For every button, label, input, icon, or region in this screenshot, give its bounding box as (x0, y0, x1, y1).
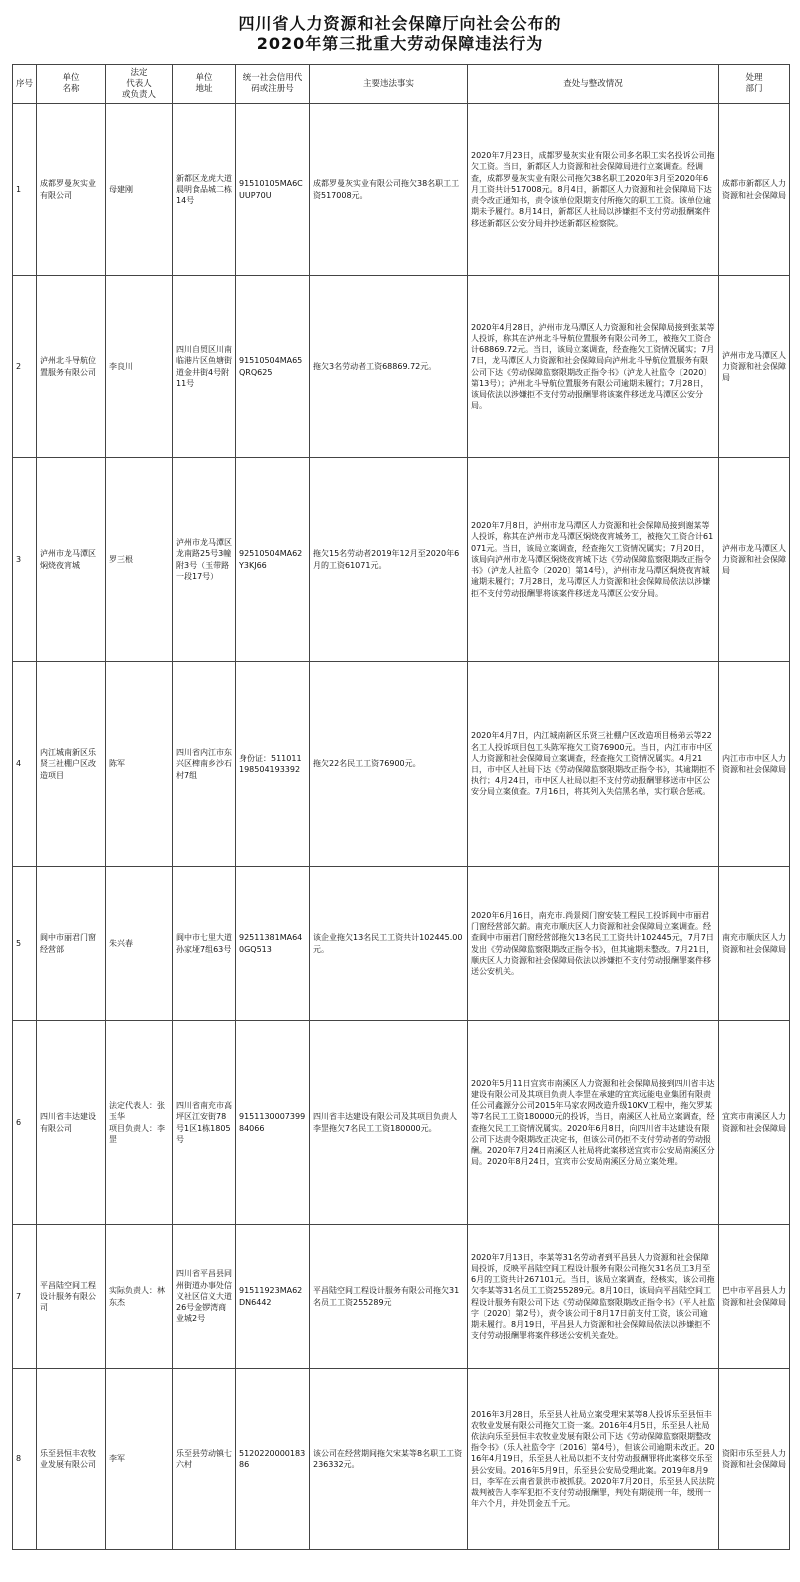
cell-unit: 阆中市丽君门窗经营部 (37, 867, 106, 1021)
cell-unit: 四川省丰达建设有限公司 (37, 1021, 106, 1225)
cell-code: 92510504MA62Y3KJ66 (236, 458, 310, 662)
header-row (13, 65, 790, 104)
header-rep: 法定 代表人 或负责人 (106, 65, 173, 104)
table-row (13, 1021, 790, 1225)
cell-addr: 泸州市龙马潭区龙南路25号3幢附3号（玉带路一段17号） (173, 458, 236, 662)
cell-code: 身份证：511011198504193392 (236, 662, 310, 867)
cell-unit: 成都罗曼灰实业有限公司 (37, 104, 106, 276)
table-row (13, 867, 790, 1021)
cell-rep: 朱兴春 (106, 867, 173, 1021)
cell-dept: 成都市新都区人力资源和社会保障局 (719, 104, 790, 276)
violations-table (12, 64, 790, 1550)
cell-code: 91510105MA6CUUP70U (236, 104, 310, 276)
cell-fact: 该公司在经营期间拖欠宋某等8名职工工资236332元。 (310, 1369, 468, 1550)
table-row (13, 104, 790, 276)
cell-case: 2020年7月8日，泸州市龙马潭区人力资源和社会保障局接到谢某等人投诉，称其在泸州市龙马潭区焖烧夜宵城务工，被拖欠工资合计61071元。当日，该局立案调查，经查拖欠工资情况属实；7月20日，该局向泸州市龙马潭区焖烧夜宵城下达《劳动保障监察限期改正指令书》（泸龙人社监令〔2020〕第14号），泸州市龙马潭区焖烧夜宵城逾期未履行；7月28日，龙马潭区人力资源和社会保障局依法以涉嫌拒不支付劳动报酬罪将该案件移送龙马潭区公安分局。 (468, 458, 719, 662)
cell-case: 2020年5月11日宜宾市南溪区人力资源和社会保障局接到四川省丰达建设有限公司及其项目负责人李罡在承建的宜宾远能电业集团有限责任公司鑫源分公司2015年马家农网改造升级10KV工程中，拖欠罗某等7名民工工资180000元的投诉，当日，南溪区人社局立案调查，经查拖欠民工工资情况属实。2020年6月8日，向四川省丰达建设有限公司下达责令限期改正决定书，但该公司仍拒不支付劳动者的劳动报酬。2020年7月24日南溪区人社局将此案移送宜宾市公安局南溪区分局。2020年8月24日，宜宾市公安局南溪区分局立案处理。 (468, 1021, 719, 1225)
cell-dept: 宜宾市南溪区人力资源和社会保障局 (719, 1021, 790, 1225)
cell-fact: 四川省丰达建设有限公司及其项目负责人李罡拖欠7名民工工资180000元。 (310, 1021, 468, 1225)
cell-fact: 平昌陆空间工程设计服务有限公司拖欠31名员工工资255289元 (310, 1225, 468, 1369)
header-addr: 单位 地址 (173, 65, 236, 104)
cell-code: 92511381MA640GQ513 (236, 867, 310, 1021)
header-code: 统一社会信用代 码或注册号 (236, 65, 310, 104)
cell-code: 915113000739984066 (236, 1021, 310, 1225)
cell-no: 5 (13, 867, 37, 1021)
cell-no: 1 (13, 104, 37, 276)
cell-rep: 实际负责人：林东杰 (106, 1225, 173, 1369)
title-line-2: 2020年第三批重大劳动保障违法行为 (256, 34, 544, 53)
cell-unit: 泸州北斗导航位置服务有限公司 (37, 276, 106, 458)
cell-no: 6 (13, 1021, 37, 1225)
cell-rep: 母建刚 (106, 104, 173, 276)
cell-case: 2020年4月7日，内江城南新区乐贤三社棚户区改造项目杨弟云等22名工人投诉项目包工头陈军拖欠工资76900元。当日，内江市市中区人力资源和社会保障局立案调查，经查拖欠工资情况属实。4月21日，市中区人社局下达《劳动保障监察限期改正指令书》，其逾期拒不执行；4月24日，市中区人社局以拒不支付劳动报酬罪移送市中区公安分局立案侦查。7月16日，将其列入失信黑名单，实行联合惩戒。 (468, 662, 719, 867)
header-no: 序号 (13, 65, 37, 104)
cell-fact: 成都罗曼灰实业有限公司拖欠38名职工工资517008元。 (310, 104, 468, 276)
cell-unit: 内江城南新区乐贤三社棚户区改造项目 (37, 662, 106, 867)
cell-fact: 拖欠15名劳动者2019年12月至2020年6月的工资61071元。 (310, 458, 468, 662)
cell-addr: 阆中市七里大道孙家垭7组63号 (173, 867, 236, 1021)
cell-rep: 法定代表人：张玉华 项目负责人：李罡 (106, 1021, 173, 1225)
table-row (13, 1369, 790, 1550)
cell-addr: 四川省南充市高坪区江安街78号1区1栋1805号 (173, 1021, 236, 1225)
cell-addr: 新都区龙虎大道晨明食品城二栋14号 (173, 104, 236, 276)
cell-fact: 拖欠22名民工工资76900元。 (310, 662, 468, 867)
cell-code: 91510504MA65QRQ625 (236, 276, 310, 458)
cell-addr: 四川自贸区川南临港片区鱼塘街道金井街4号附11号 (173, 276, 236, 458)
cell-rep: 李良川 (106, 276, 173, 458)
table-row (13, 276, 790, 458)
cell-unit: 平昌陆空间工程设计服务有限公司 (37, 1225, 106, 1369)
cell-case: 2020年7月23日，成都罗曼灰实业有限公司多名职工实名投诉公司拖欠工资。当日，新都区人力资源和社会保障局进行立案调查。经调查，成都罗曼灰实业有限公司拖欠38名职工2020年3月至2020年6月工资共计517008元。8月4日，新都区人力资源和社会保障局下达责令改正通知书，责令该单位限期支付所拖欠的职工工资。该单位逾期未予履行。8月14日，新都区人社局以涉嫌拒不支付劳动报酬案件移送新都区公安分局并抄送新都区检察院。 (468, 104, 719, 276)
cell-case: 2020年7月13日，李某等31名劳动者到平昌县人力资源和社会保障局投诉，反映平昌陆空间工程设计服务有限公司拖欠31名员工3月至6月的工资共计267101元。当日，该局立案调查，经核实，该公司拖欠李某等31名员工工资255289元。8月10日，该局向平昌陆空间工程设计服务有限公司下达《劳动保障监察限期改正指令书》（平人社监字〔2020〕第2号），责令该公司于8月17日前支付工资，该公司逾期未履行。8月19日，平昌县人力资源和社会保障局依法以涉嫌拒不支付劳动报酬罪将案件移送公安机关查处。 (468, 1225, 719, 1369)
title-line-1: 四川省人力资源和社会保障厅向社会公布的 (238, 14, 562, 33)
document-title (0, 14, 800, 54)
cell-dept: 巴中市平昌县人力资源和社会保障局 (719, 1225, 790, 1369)
cell-addr: 乐至县劳动镇七六村 (173, 1369, 236, 1550)
cell-dept: 南充市顺庆区人力资源和社会保障局 (719, 867, 790, 1021)
cell-no: 2 (13, 276, 37, 458)
cell-case: 2020年6月16日，南充市.尚景阅门窗安装工程民工投诉阆中市丽君门窗经营部欠薪。南充市顺庆区人力资源和社会保障局立案调查。经查阆中市丽君门窗经营部拖欠13名民工工资共计102445元，7月7日发出《劳动保障监察限期改正指令书》，但其逾期未整改。7月21日，顺庆区人力资源和社会保障局依法以涉嫌拒不支付劳动报酬罪案件移送公安机关。 (468, 867, 719, 1021)
cell-dept: 内江市市中区人力资源和社会保障局 (719, 662, 790, 867)
cell-addr: 四川省平昌县同州街道办事处信义社区信义大道26号金锣湾商业城2号 (173, 1225, 236, 1369)
cell-no: 3 (13, 458, 37, 662)
header-unit: 单位 名称 (37, 65, 106, 104)
cell-code: 91511923MA62DN6442 (236, 1225, 310, 1369)
cell-rep: 罗三根 (106, 458, 173, 662)
cell-fact: 该企业拖欠13名民工工资共计102445.00元。 (310, 867, 468, 1021)
cell-no: 8 (13, 1369, 37, 1550)
header-case: 查处与整改情况 (468, 65, 719, 104)
cell-unit: 乐至县恒丰农牧业发展有限公司 (37, 1369, 106, 1550)
cell-code: 512022000018386 (236, 1369, 310, 1550)
cell-fact: 拖欠3名劳动者工资68869.72元。 (310, 276, 468, 458)
header-dept: 处理 部门 (719, 65, 790, 104)
table-row (13, 1225, 790, 1369)
cell-rep: 李军 (106, 1369, 173, 1550)
cell-case: 2020年4月28日，泸州市龙马潭区人力资源和社会保障局接到张某等人投诉，称其在泸州北斗导航位置服务有限公司务工，被拖欠工资合计68869.72元。当日，该局立案调查，经查拖欠工资情况属实；7月7日，龙马潭区人力资源和社会保障局向泸州北斗导航位置服务有限公司下达《劳动保障监察限期改正指令书》（泸龙人社监令〔2020〕第13号）；泸州北斗导航位置服务有限公司逾期未履行；7月28日，该局依法以涉嫌拒不支付劳动报酬罪将该案件移送龙马潭区公安分局。 (468, 276, 719, 458)
cell-rep: 陈军 (106, 662, 173, 867)
cell-dept: 资阳市乐至县人力资源和社会保障局 (719, 1369, 790, 1550)
header-fact: 主要违法事实 (310, 65, 468, 104)
table-row (13, 458, 790, 662)
cell-no: 4 (13, 662, 37, 867)
cell-addr: 四川省内江市东兴区椑南乡沙石村7组 (173, 662, 236, 867)
cell-case: 2016年3月28日，乐至县人社局立案受理宋某等8人投诉乐至县恒丰农牧业发展有限公司拖欠工资一案。2016年4月5日，乐至县人社局依法向乐至县恒丰农牧业发展有限公司下达《劳动保障监察限期整改指令书》（乐人社监令字〔2016〕第4号），但该公司逾期未改正。2016年4月19日，乐至县人社局以拒不支付劳动报酬罪将此案移交乐至县公安局。2016年5月9日，乐至县公安局受理此案。2019年8月9日，李军在云南省景洪市被抓获。2020年7月20日，乐至县人民法院裁判被告人李军犯拒不支付劳动报酬罪，判处有期徒刑一年，缓刑一年六个月，并处罚金五千元。 (468, 1369, 719, 1550)
cell-unit: 泸州市龙马潭区焖烧夜宵城 (37, 458, 106, 662)
cell-dept: 泸州市龙马潭区人力资源和社会保障局 (719, 276, 790, 458)
cell-dept: 泸州市龙马潭区人力资源和社会保障局 (719, 458, 790, 662)
cell-no: 7 (13, 1225, 37, 1369)
table-row (13, 662, 790, 867)
